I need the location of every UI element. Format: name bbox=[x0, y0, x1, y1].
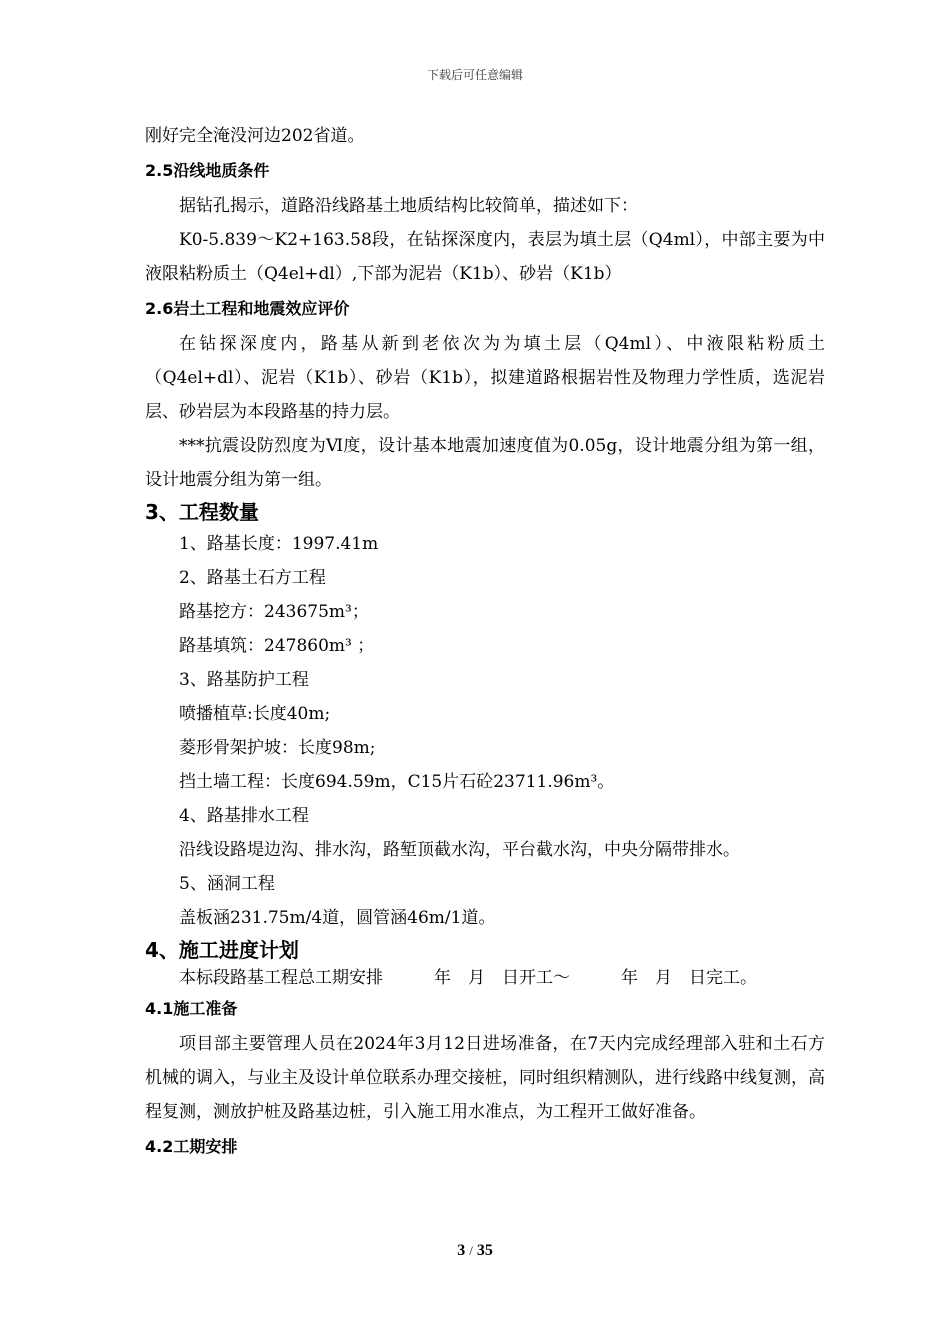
section-heading-3: 3、工程数量 bbox=[145, 500, 259, 524]
paragraph: 刚好完全淹没河边202省道。 bbox=[145, 126, 365, 146]
section-heading-2-6: 2.6岩土工程和地震效应评价 bbox=[145, 299, 350, 318]
section-heading-4-1: 4.1施工准备 bbox=[145, 999, 238, 1018]
list-item: 4、路基排水工程 bbox=[179, 806, 309, 826]
section-heading-4: 4、施工进度计划 bbox=[145, 938, 299, 962]
list-item: 盖板涵231.75m/4道，圆管涵46m/1道。 bbox=[179, 908, 496, 928]
section-heading-2-5: 2.5沿线地质条件 bbox=[145, 161, 270, 180]
list-item: 2、路基土石方工程 bbox=[179, 568, 326, 588]
list-item: 菱形骨架护坡：长度98m; bbox=[179, 738, 376, 758]
paragraph: K0-5.839～K2+163.58段，在钻探深度内，表层为填土层（Q4ml），中部主要为中液限粘粉质土（Q4el+dl）,下部为泥岩（K1b）、砂岩（K1b） bbox=[145, 230, 825, 284]
list-item: 路基填筑：247860m³ ； bbox=[179, 636, 375, 656]
current-page: 3 bbox=[457, 1242, 466, 1259]
paragraph: 据钻孔揭示，道路沿线路基土地质结构比较简单，描述如下： bbox=[179, 196, 638, 216]
paragraph: 在钻探深度内，路基从新到老依次为为填土层（Q4ml）、中液限粘粉质土（Q4el+dl）、泥岩（K1b）、砂岩（K1b），拟建道路根据岩性及物理力学性质，选泥岩层、砂岩层为本段路基的持力层。 bbox=[145, 334, 825, 422]
total-pages: 35 bbox=[476, 1242, 493, 1259]
section-heading-4-2: 4.2工期安排 bbox=[145, 1137, 238, 1156]
paragraph: 本标段路基工程总工期安排 年 月 日开工～ 年 月 日完工。 bbox=[179, 968, 757, 988]
list-item: 5、涵洞工程 bbox=[179, 874, 275, 894]
list-item: 3、路基防护工程 bbox=[179, 670, 309, 690]
list-item: 1、路基长度：1997.41m bbox=[179, 534, 379, 554]
page-separator: / bbox=[469, 1243, 473, 1258]
list-item: 挡土墙工程：长度694.59m，C15片石砼23711.96m³。 bbox=[179, 772, 615, 792]
document-body bbox=[145, 119, 825, 1165]
page-header: 下载后可任意编辑 bbox=[426, 68, 523, 82]
list-item: 路基挖方：243675m³； bbox=[179, 602, 369, 622]
list-item: 沿线设路堤边沟、排水沟，路堑顶截水沟，平台截水沟，中央分隔带排水。 bbox=[179, 840, 740, 860]
paragraph: 项目部主要管理人员在2024年3月12日进场准备，在7天内完成经理部入驻和土石方机械的调入，与业主及设计单位联系办理交接桩，同时组织精测队，进行线路中线复测，高程复测，测放护桩及路基边桩，引入施工用水准点，为工程开工做好准备。 bbox=[145, 1034, 825, 1122]
page-number bbox=[0, 1242, 950, 1260]
paragraph: ***抗震设防烈度为Ⅵ度，设计基本地震加速度值为0.05g，设计地震分组为第一组，设计地震分组为第一组。 bbox=[145, 436, 825, 490]
list-item: 喷播植草:长度40m; bbox=[179, 704, 331, 724]
